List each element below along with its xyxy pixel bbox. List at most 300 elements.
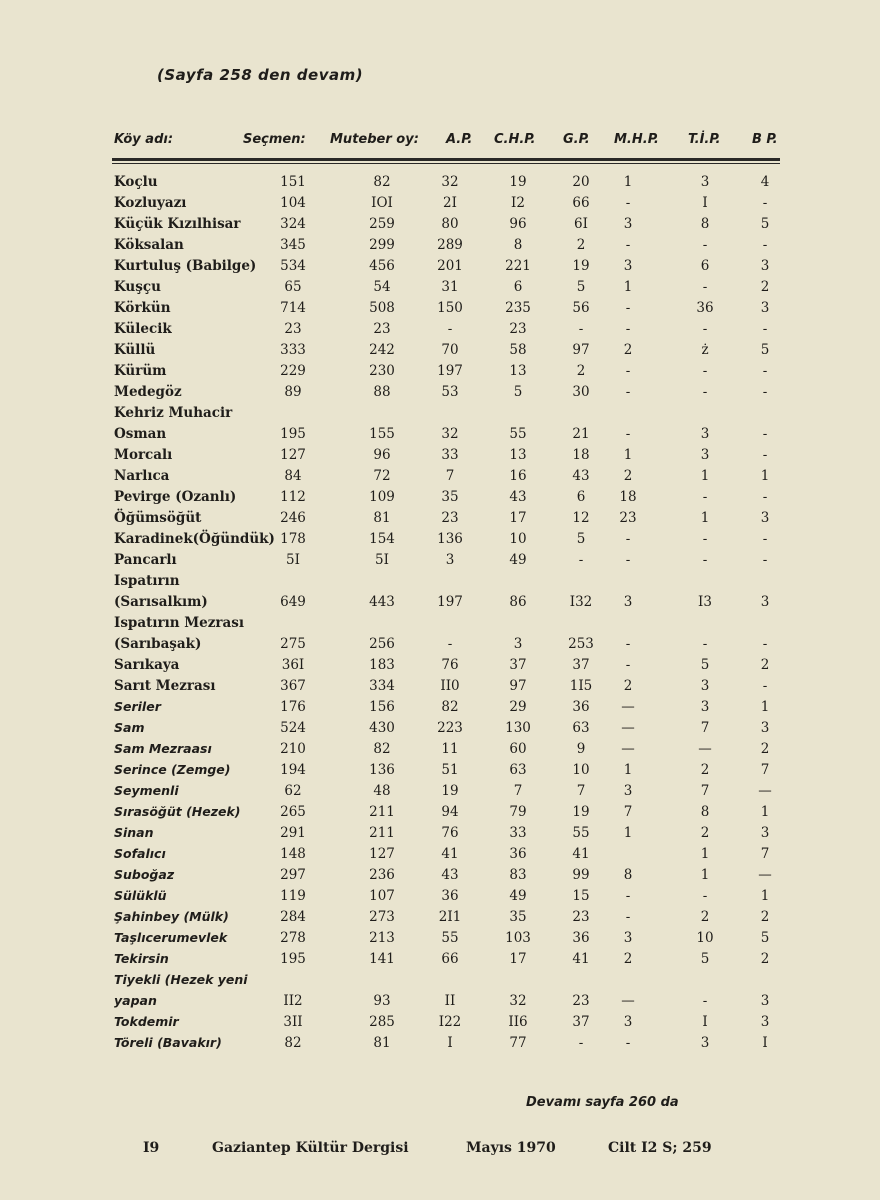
village-name: yapan: [114, 993, 157, 1008]
valid-votes-cell: 236: [369, 867, 395, 883]
table-row: [0, 930, 880, 951]
gp-cell: 7: [576, 783, 586, 799]
valid-votes-cell: 82: [373, 174, 391, 190]
ap-cell: 289: [437, 237, 463, 253]
voters-cell: 3II: [283, 1014, 303, 1030]
tip-cell: 1: [700, 846, 710, 862]
mhp-cell: -: [625, 888, 631, 904]
ap-cell: 2I1: [438, 909, 462, 925]
voters-cell: 62: [284, 783, 302, 799]
ap-cell: 70: [441, 342, 459, 358]
valid-votes-cell: 109: [369, 489, 395, 505]
ap-cell: 43: [441, 867, 459, 883]
voters-cell: 278: [280, 930, 306, 946]
table-row: [0, 405, 880, 426]
gp-cell: 20: [572, 174, 590, 190]
ap-cell: 76: [441, 825, 459, 841]
mhp-cell: 2: [623, 342, 633, 358]
valid-votes-cell: 5I: [375, 552, 389, 568]
bp-cell: 3: [760, 510, 770, 526]
gp-cell: 97: [572, 342, 590, 358]
tip-cell: 2: [700, 825, 710, 841]
table-row: [0, 867, 880, 888]
gp-cell: 6: [576, 489, 586, 505]
ap-cell: 32: [441, 174, 459, 190]
mhp-cell: —: [621, 699, 635, 715]
bp-cell: 3: [760, 258, 770, 274]
ap-cell: 23: [441, 510, 459, 526]
valid-votes-cell: 154: [369, 531, 395, 547]
valid-votes-cell: 156: [369, 699, 395, 715]
ap-cell: 94: [441, 804, 459, 820]
village-name: (Sarısalkım): [114, 594, 208, 610]
tip-cell: —: [698, 741, 712, 757]
voters-cell: 714: [280, 300, 306, 316]
valid-votes-cell: 82: [373, 741, 391, 757]
header-tip: T.İ.P.: [688, 132, 721, 147]
ap-cell: 35: [441, 489, 459, 505]
village-name: Sarıt Mezrası: [114, 678, 216, 694]
bp-cell: -: [762, 552, 768, 568]
footer-page-number: I9: [143, 1140, 160, 1156]
village-name: Külecik: [114, 321, 172, 337]
bp-cell: 2: [760, 909, 770, 925]
gp-cell: I32: [569, 594, 593, 610]
mhp-cell: 2: [623, 678, 633, 694]
table-row: [0, 573, 880, 594]
voters-cell: 534: [280, 258, 306, 274]
header-gp: G.P.: [563, 132, 590, 147]
village-name: Medegöz: [114, 384, 182, 400]
bp-cell: -: [762, 363, 768, 379]
valid-votes-cell: 230: [369, 363, 395, 379]
bp-cell: 2: [760, 951, 770, 967]
voters-cell: II2: [283, 993, 303, 1009]
voters-cell: 178: [280, 531, 306, 547]
chp-cell: 49: [509, 552, 527, 568]
table-row: [0, 846, 880, 867]
chp-cell: II6: [508, 1014, 528, 1030]
mhp-cell: -: [625, 237, 631, 253]
village-name: Sırasöğüt (Hezek): [114, 804, 241, 819]
tip-cell: 36: [696, 300, 714, 316]
bp-cell: 3: [760, 720, 770, 736]
mhp-cell: -: [625, 636, 631, 652]
tip-cell: 1: [700, 867, 710, 883]
gp-cell: 37: [572, 657, 590, 673]
table-row: [0, 342, 880, 363]
tip-cell: -: [702, 993, 708, 1009]
ap-cell: II: [444, 993, 456, 1009]
valid-votes-cell: 136: [369, 762, 395, 778]
mhp-cell: 23: [619, 510, 637, 526]
chp-cell: 86: [509, 594, 527, 610]
chp-cell: 10: [509, 531, 527, 547]
valid-votes-cell: 430: [369, 720, 395, 736]
bp-cell: 3: [760, 825, 770, 841]
voters-cell: 265: [280, 804, 306, 820]
chp-cell: 13: [509, 447, 527, 463]
voters-cell: 23: [284, 321, 302, 337]
village-name: Kuşçu: [114, 279, 161, 295]
tip-cell: -: [702, 636, 708, 652]
village-name: Şahinbey (Mülk): [114, 909, 229, 924]
chp-cell: 58: [509, 342, 527, 358]
valid-votes-cell: 443: [369, 594, 395, 610]
ap-cell: 82: [441, 699, 459, 715]
ap-cell: 11: [441, 741, 459, 757]
chp-cell: 37: [509, 657, 527, 673]
village-name: Taşlıcerumevlek: [114, 930, 228, 945]
voters-cell: 151: [280, 174, 306, 190]
mhp-cell: 3: [623, 930, 633, 946]
ap-cell: 197: [437, 594, 463, 610]
voters-cell: 291: [280, 825, 306, 841]
valid-votes-cell: 72: [373, 468, 391, 484]
gp-cell: 23: [572, 993, 590, 1009]
ap-cell: 66: [441, 951, 459, 967]
gp-cell: 1I5: [569, 678, 593, 694]
village-name: Sam: [114, 720, 145, 735]
village-name: Öğümsöğüt: [114, 510, 202, 526]
gp-cell: 23: [572, 909, 590, 925]
header-village: Köy adı:: [114, 132, 174, 147]
bp-cell: 5: [760, 216, 770, 232]
table-row: [0, 363, 880, 384]
chp-cell: 79: [509, 804, 527, 820]
tip-cell: I: [702, 195, 708, 211]
tip-cell: -: [702, 489, 708, 505]
voters-cell: 194: [280, 762, 306, 778]
tip-cell: 6: [700, 258, 710, 274]
bp-cell: 5: [760, 930, 770, 946]
gp-cell: 36: [572, 699, 590, 715]
tip-cell: 8: [700, 804, 710, 820]
village-name: Serince (Zemge): [114, 762, 231, 777]
tip-cell: ż: [701, 342, 709, 358]
voters-cell: 195: [280, 951, 306, 967]
voters-cell: 119: [280, 888, 306, 904]
ap-cell: I: [447, 1035, 453, 1051]
gp-cell: -: [578, 321, 584, 337]
valid-votes-cell: 93: [373, 993, 391, 1009]
ap-cell: 53: [441, 384, 459, 400]
chp-cell: 32: [509, 993, 527, 1009]
valid-votes-cell: 81: [373, 1035, 391, 1051]
bp-cell: 3: [760, 1014, 770, 1030]
valid-votes-cell: 256: [369, 636, 395, 652]
gp-cell: 15: [572, 888, 590, 904]
voters-cell: 5I: [286, 552, 300, 568]
voters-cell: 112: [280, 489, 306, 505]
tip-cell: 8: [700, 216, 710, 232]
village-name: Sarıkaya: [114, 657, 180, 673]
table-row: [0, 909, 880, 930]
chp-cell: 35: [509, 909, 527, 925]
chp-cell: 8: [513, 237, 523, 253]
valid-votes-cell: 456: [369, 258, 395, 274]
village-name: Kurtuluş (Babilge): [114, 258, 257, 274]
voters-cell: 65: [284, 279, 302, 295]
village-name: Sinan: [114, 825, 154, 840]
footer-journal-title: Gaziantep Kültür Dergisi: [212, 1140, 409, 1156]
village-name: Töreli (Bavakır): [114, 1035, 222, 1050]
village-name: Sam Mezraası: [114, 741, 212, 756]
gp-cell: 18: [572, 447, 590, 463]
ap-cell: 36: [441, 888, 459, 904]
table-row: [0, 888, 880, 909]
tip-cell: -: [702, 363, 708, 379]
ap-cell: 41: [441, 846, 459, 862]
mhp-cell: 3: [623, 1014, 633, 1030]
header-mhp: M.H.P.: [614, 132, 659, 147]
gp-cell: 5: [576, 531, 586, 547]
mhp-cell: 3: [623, 594, 633, 610]
voters-cell: 127: [280, 447, 306, 463]
village-name: (Sarıbaşak): [114, 636, 202, 652]
chp-cell: I2: [511, 195, 525, 211]
table-row: [0, 615, 880, 636]
mhp-cell: -: [625, 321, 631, 337]
bp-cell: 7: [760, 762, 770, 778]
chp-cell: 5: [513, 384, 523, 400]
ap-cell: 7: [445, 468, 455, 484]
tip-cell: 3: [700, 699, 710, 715]
mhp-cell: -: [625, 552, 631, 568]
tip-cell: 10: [696, 930, 714, 946]
ap-cell: 33: [441, 447, 459, 463]
village-name: Küllü: [114, 342, 156, 358]
village-name: Tiyekli (Hezek yeni: [114, 972, 248, 987]
gp-cell: 6I: [574, 216, 588, 232]
voters-cell: 367: [280, 678, 306, 694]
voters-cell: 284: [280, 909, 306, 925]
gp-cell: 55: [572, 825, 590, 841]
valid-votes-cell: 211: [369, 804, 395, 820]
header-rule-thin: [112, 163, 780, 164]
voters-cell: 333: [280, 342, 306, 358]
village-name: Morcalı: [114, 447, 173, 463]
table-row: [0, 951, 880, 972]
valid-votes-cell: 127: [369, 846, 395, 862]
table-row: [0, 993, 880, 1014]
bp-cell: -: [762, 678, 768, 694]
chp-cell: 36: [509, 846, 527, 862]
mhp-cell: 1: [623, 447, 633, 463]
village-name: Suboğaz: [114, 867, 175, 882]
gp-cell: 36: [572, 930, 590, 946]
gp-cell: 56: [572, 300, 590, 316]
mhp-cell: 2: [623, 468, 633, 484]
valid-votes-cell: 183: [369, 657, 395, 673]
gp-cell: 43: [572, 468, 590, 484]
mhp-cell: 8: [623, 867, 633, 883]
valid-votes-cell: IOI: [371, 195, 393, 211]
ap-cell: 76: [441, 657, 459, 673]
chp-cell: 49: [509, 888, 527, 904]
bp-cell: -: [762, 447, 768, 463]
chp-cell: 23: [509, 321, 527, 337]
chp-cell: 7: [513, 783, 523, 799]
ap-cell: 3: [445, 552, 455, 568]
mhp-cell: —: [621, 741, 635, 757]
header-voters: Seçmen:: [243, 132, 306, 147]
table-row: [0, 510, 880, 531]
table-row: [0, 1035, 880, 1056]
valid-votes-cell: 508: [369, 300, 395, 316]
valid-votes-cell: 299: [369, 237, 395, 253]
bp-cell: -: [762, 384, 768, 400]
tip-cell: 1: [700, 510, 710, 526]
table-row: [0, 972, 880, 993]
bp-cell: 1: [760, 699, 770, 715]
gp-cell: 10: [572, 762, 590, 778]
gp-cell: 19: [572, 258, 590, 274]
mhp-cell: 1: [623, 762, 633, 778]
bp-cell: 1: [760, 804, 770, 820]
gp-cell: 9: [576, 741, 586, 757]
tip-cell: -: [702, 552, 708, 568]
mhp-cell: -: [625, 426, 631, 442]
mhp-cell: 1: [623, 825, 633, 841]
village-name: Kehriz Muhacir: [114, 405, 233, 421]
table-row: [0, 531, 880, 552]
voters-cell: 229: [280, 363, 306, 379]
table-row: [0, 699, 880, 720]
table-row: [0, 552, 880, 573]
village-name: Pevirge (Ozanlı): [114, 489, 237, 505]
results-table: [0, 174, 880, 1056]
bp-cell: 1: [760, 468, 770, 484]
village-name: Tekirsin: [114, 951, 169, 966]
table-header: [0, 132, 880, 154]
chp-cell: 55: [509, 426, 527, 442]
valid-votes-cell: 54: [373, 279, 391, 295]
mhp-cell: —: [621, 993, 635, 1009]
valid-votes-cell: 273: [369, 909, 395, 925]
tip-cell: 2: [700, 909, 710, 925]
voters-cell: 275: [280, 636, 306, 652]
village-name: Ispatırın: [114, 573, 180, 589]
gp-cell: 12: [572, 510, 590, 526]
bp-cell: 5: [760, 342, 770, 358]
header-rule-thick: [112, 158, 780, 161]
gp-cell: -: [578, 552, 584, 568]
valid-votes-cell: 141: [369, 951, 395, 967]
tip-cell: 7: [700, 783, 710, 799]
tip-cell: 5: [700, 657, 710, 673]
village-name: Koçlu: [114, 174, 158, 190]
table-row: [0, 258, 880, 279]
chp-cell: 97: [509, 678, 527, 694]
gp-cell: 30: [572, 384, 590, 400]
bp-cell: —: [758, 783, 772, 799]
bp-cell: 7: [760, 846, 770, 862]
mhp-cell: 3: [623, 783, 633, 799]
chp-cell: 235: [505, 300, 531, 316]
village-name: Kürüm: [114, 363, 167, 379]
table-row: [0, 468, 880, 489]
table-row: [0, 594, 880, 615]
valid-votes-cell: 155: [369, 426, 395, 442]
bp-cell: —: [758, 867, 772, 883]
tip-cell: 3: [700, 426, 710, 442]
bp-cell: 2: [760, 657, 770, 673]
bp-cell: -: [762, 636, 768, 652]
table-row: [0, 300, 880, 321]
table-row: [0, 1014, 880, 1035]
voters-cell: 345: [280, 237, 306, 253]
voters-cell: 36I: [281, 657, 305, 673]
tip-cell: -: [702, 237, 708, 253]
tip-cell: 7: [700, 720, 710, 736]
chp-cell: 13: [509, 363, 527, 379]
voters-cell: 297: [280, 867, 306, 883]
bp-cell: 3: [760, 594, 770, 610]
table-row: [0, 426, 880, 447]
village-name: Kozluyazı: [114, 195, 187, 211]
bp-cell: -: [762, 426, 768, 442]
bp-cell: -: [762, 237, 768, 253]
village-name: Pancarlı: [114, 552, 177, 568]
voters-cell: 176: [280, 699, 306, 715]
tip-cell: 2: [700, 762, 710, 778]
bp-cell: 2: [760, 279, 770, 295]
voters-cell: 148: [280, 846, 306, 862]
chp-cell: 43: [509, 489, 527, 505]
village-name: Seriler: [114, 699, 161, 714]
ap-cell: 201: [437, 258, 463, 274]
chp-cell: 83: [509, 867, 527, 883]
tip-cell: 1: [700, 468, 710, 484]
ap-cell: 55: [441, 930, 459, 946]
ap-cell: 150: [437, 300, 463, 316]
valid-votes-cell: 107: [369, 888, 395, 904]
ap-cell: 31: [441, 279, 459, 295]
bp-cell: I: [762, 1035, 768, 1051]
ap-cell: -: [447, 636, 453, 652]
ap-cell: 32: [441, 426, 459, 442]
continued-from-note: (Sayfa 258 den devam): [157, 66, 364, 84]
ap-cell: -: [447, 321, 453, 337]
voters-cell: 104: [280, 195, 306, 211]
mhp-cell: 2: [623, 951, 633, 967]
village-name: Köksalan: [114, 237, 184, 253]
chp-cell: 103: [505, 930, 531, 946]
chp-cell: 3: [513, 636, 523, 652]
footer-date: Mayıs 1970: [466, 1140, 556, 1156]
bp-cell: -: [762, 195, 768, 211]
valid-votes-cell: 285: [369, 1014, 395, 1030]
bp-cell: -: [762, 321, 768, 337]
mhp-cell: -: [625, 363, 631, 379]
ap-cell: 2I: [443, 195, 457, 211]
gp-cell: 37: [572, 1014, 590, 1030]
mhp-cell: -: [625, 384, 631, 400]
valid-votes-cell: 213: [369, 930, 395, 946]
tip-cell: -: [702, 531, 708, 547]
header-ap: A.P.: [446, 132, 473, 147]
voters-cell: 324: [280, 216, 306, 232]
chp-cell: 6: [513, 279, 523, 295]
mhp-cell: -: [625, 300, 631, 316]
table-row: [0, 489, 880, 510]
table-row: [0, 237, 880, 258]
table-row: [0, 216, 880, 237]
tip-cell: I: [702, 1014, 708, 1030]
voters-cell: 84: [284, 468, 302, 484]
gp-cell: 99: [572, 867, 590, 883]
